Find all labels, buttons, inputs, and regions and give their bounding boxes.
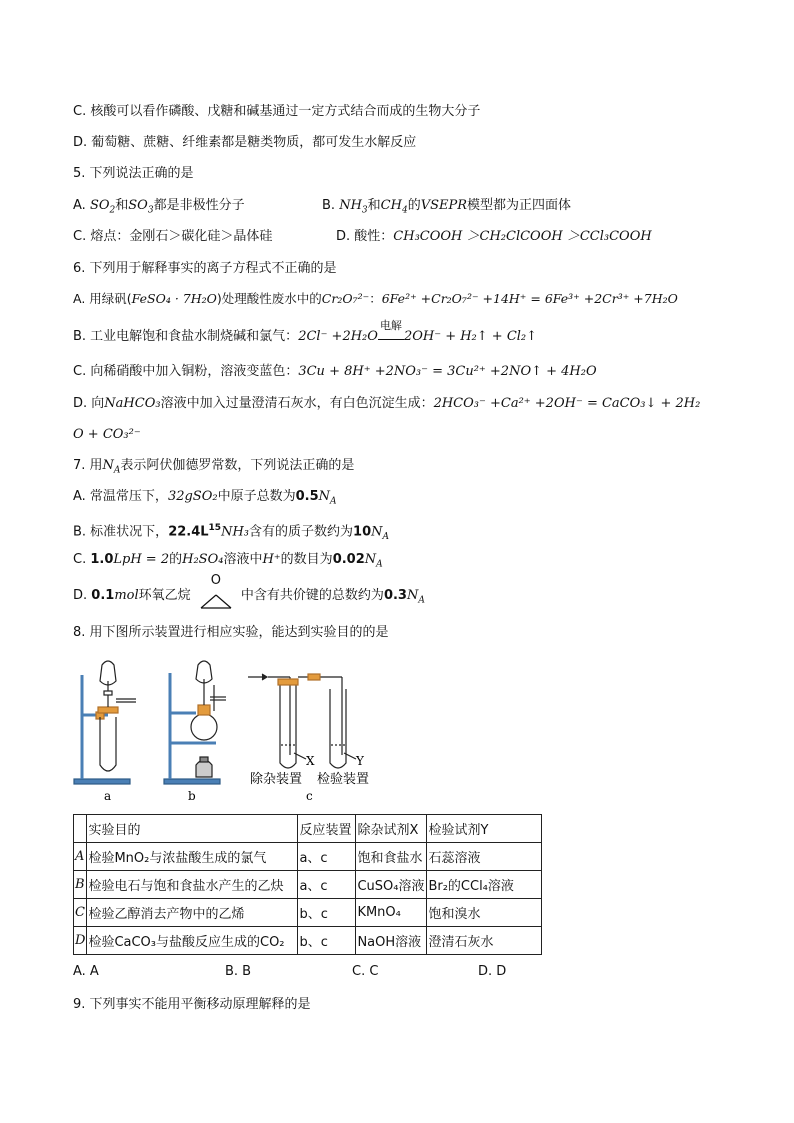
header-cell: 实验目的 <box>87 815 298 843</box>
q7-option-c: C. 1.0LpH = 2的H₂SO₄溶液中H⁺的数目为$0.02N_A$ <box>73 552 383 570</box>
table-cell: a、c <box>298 843 356 871</box>
apparatus-drawing <box>70 655 400 805</box>
label-x: X <box>306 754 315 768</box>
apparatus-a <box>74 661 136 784</box>
label-c: c <box>306 789 313 803</box>
table-cell: 检验CaCO₃与盐酸反应生成的CO₂ <box>87 927 298 955</box>
table-cell: 检验MnO₂与浓盐酸生成的氯气 <box>87 843 298 871</box>
q6-option-a: A. 用绿矾(FeSO₄ · 7H₂O)处理酸性废水中的Cr₂O₇²⁻：6Fe²⁺ +Cr₂O₇²⁻ +14H⁺ = 6Fe³⁺ +2Cr³⁺ +7H₂O <box>73 291 678 306</box>
header-cell: 除杂试剂X <box>356 815 427 843</box>
q6-option-d: D. 向NaHCO₃溶液中加入过量澄清石灰水，有白色沉淀生成：2HCO₃⁻ +Ca²⁺ +2OH⁻ = CaCO₃↓ + 2H₂ <box>73 396 701 411</box>
table-cell: 饱和溴水 <box>427 899 542 927</box>
row-label: D <box>74 927 87 955</box>
q6-option-d-cont: O + CO₃²⁻ <box>73 427 141 442</box>
q7-option-d: D. 0.1mol环氧乙烷 O 中含有共价键的总数约为$0.3N_A$ <box>73 587 425 610</box>
header-cell: 检验试剂Y <box>427 815 542 843</box>
table-cell: NaOH溶液 <box>356 927 427 955</box>
q7-option-b: B. 标准状况下，$22.4L^{15}NH_3$含有的质子数约为$10N_A$ <box>73 523 389 542</box>
table-cell: CuSO₄溶液 <box>356 871 427 899</box>
q7-stem: 7. 用$N_A$表示阿伏伽德罗常数，下列说法正确的是 <box>73 458 355 476</box>
q6-option-b: B. 工业电解饱和食盐水制烧碱和氯气：2Cl⁻ +2H₂O 电解 2OH⁻ + H₂↑ + Cl₂↑ <box>73 319 538 344</box>
q5-option-d: D. 酸性：CH₃COOH ＞CH₂ClCOOH ＞CCl₃COOH <box>336 229 652 244</box>
table-cell: 饱和食盐水 <box>356 843 427 871</box>
table-cell: b、c <box>298 899 356 927</box>
epoxide-oxygen-label: O <box>210 572 222 588</box>
table-cell: 检验乙醇消去产物中的乙烯 <box>87 899 298 927</box>
row-label: B <box>74 871 87 899</box>
label-a: a <box>104 789 112 803</box>
header-cell: 反应装置 <box>298 815 356 843</box>
table-header-row <box>74 815 542 843</box>
table-row <box>74 871 542 899</box>
apparatus-b <box>164 661 226 784</box>
caption-purification: 除杂装置 <box>250 772 303 787</box>
table-cell: Br₂的CCl₄溶液 <box>427 871 542 899</box>
table-cell: a、c <box>298 871 356 899</box>
q8-answer-d: D. D <box>478 964 507 979</box>
epoxide-structure <box>195 572 237 610</box>
table-cell: 石蕊溶液 <box>427 843 542 871</box>
row-label: C <box>74 899 87 927</box>
q7-option-a: A. 常温常压下，32gSO₂中原子总数为$0.5N_A$ <box>73 489 337 507</box>
q5-option-c: C. 熔点：金刚石＞碳化硅＞晶体硅 <box>73 229 273 244</box>
experiment-table <box>73 814 542 955</box>
apparatus-figure <box>70 655 400 805</box>
q5-option-b: B. $NH_3$和$CH_4$的VSEPR模型都为正四面体 <box>322 198 572 216</box>
q8-stem: 8. 用下图所示装置进行相应实验，能达到实验目的的是 <box>73 625 389 640</box>
q8-answer-c: C. C <box>352 964 379 979</box>
table-cell: KMnO₄ <box>356 899 427 927</box>
table-cell: 检验电石与饱和食盐水产生的乙炔 <box>87 871 298 899</box>
q5-option-a: A. $SO_2$和$SO_3$都是非极性分子 <box>73 198 245 216</box>
row-label: A <box>74 843 87 871</box>
q6-stem: 6. 下列用于解释事实的离子方程式不正确的是 <box>73 261 337 276</box>
label-y: Y <box>356 754 364 768</box>
q6-option-c: C. 向稀硝酸中加入铜粉，溶液变蓝色：3Cu + 8H⁺ +2NO₃⁻ = 3Cu²⁺ +2NO↑ + 4H₂O <box>73 364 597 379</box>
q4-option-d: D. 葡萄糖、蔗糖、纤维素都是糖类物质，都可发生水解反应 <box>73 135 417 150</box>
table-row <box>74 927 542 955</box>
apparatus-c <box>248 674 356 768</box>
q4-option-c: C. 核酸可以看作磷酸、戊糖和碱基通过一定方式结合而成的生物大分子 <box>73 104 481 119</box>
table-cell: b、c <box>298 927 356 955</box>
table-row <box>74 843 542 871</box>
table-cell: 澄清石灰水 <box>427 927 542 955</box>
q5-stem: 5. 下列说法正确的是 <box>73 166 194 181</box>
label-b: b <box>188 789 196 803</box>
q9-stem: 9. 下列事实不能用平衡移动原理解释的是 <box>73 997 311 1012</box>
electrolysis-arrow: 电解 <box>378 328 404 346</box>
caption-testing: 检验装置 <box>317 772 370 787</box>
q8-answer-a: A. A <box>73 964 99 979</box>
table-row <box>74 899 542 927</box>
header-cell <box>74 815 87 843</box>
q8-answer-b: B. B <box>225 964 252 979</box>
